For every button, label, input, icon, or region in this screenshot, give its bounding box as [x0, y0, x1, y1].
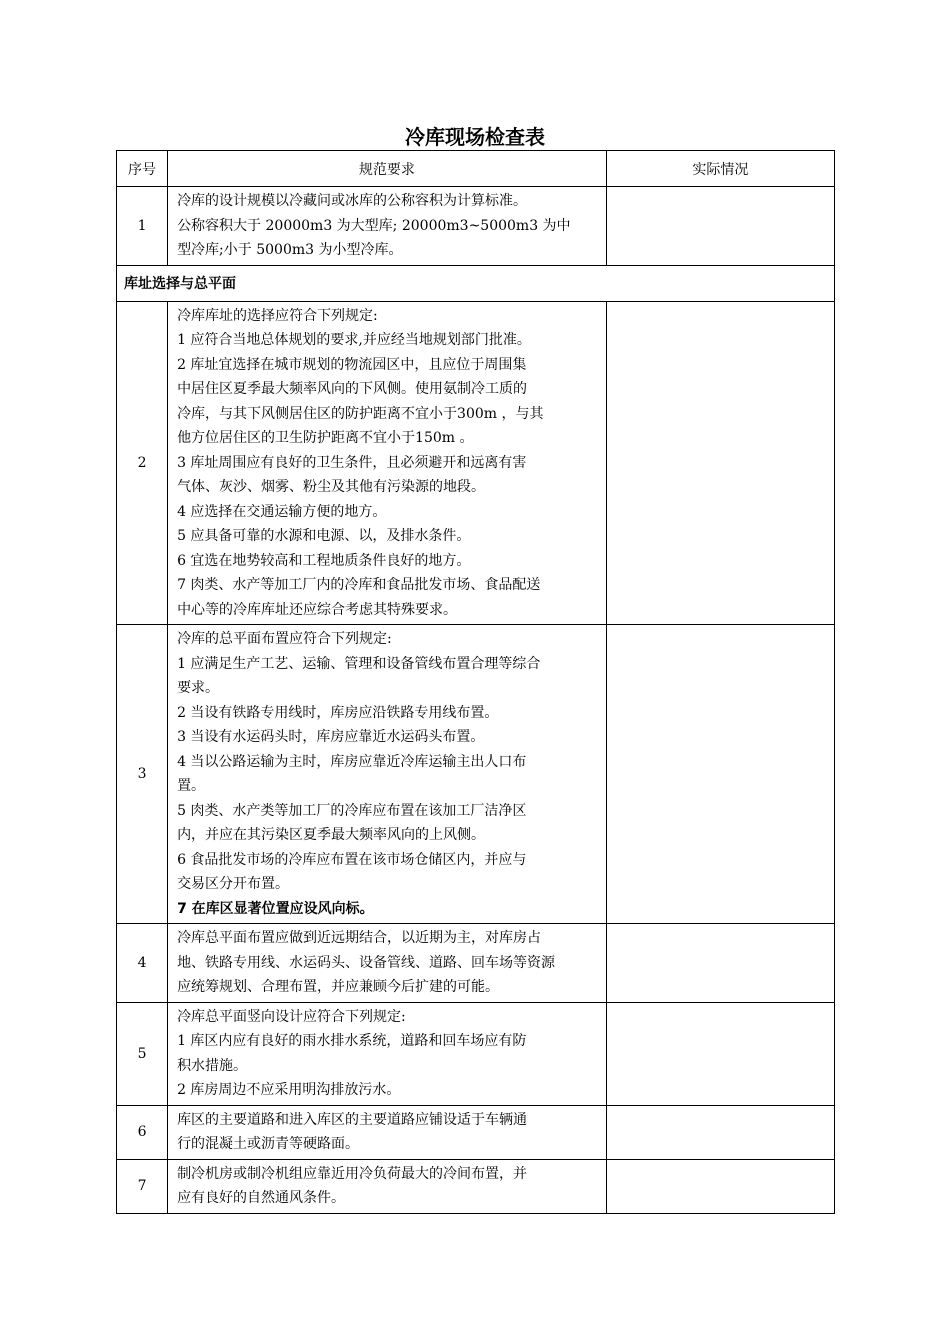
requirement-line: 地、铁路专用线、水运码头、设备管线、道路、回车场等资源 [177, 954, 556, 971]
requirement-cell [168, 625, 607, 924]
requirement-line: 2 库址宜选择在城市规划的物流园区中，且应位于周围集 [177, 356, 527, 373]
row-number: 3 [117, 625, 168, 924]
table-row [117, 1105, 835, 1159]
requirement-line: 3 库址周围应有良好的卫生条件，且必须避开和远离有害 [177, 454, 527, 471]
requirement-line: 中心等的冷库库址还应综合考虑其特殊要求。 [177, 601, 458, 618]
table-row [117, 1159, 835, 1213]
requirement-line: 型冷库;小于 5000m3 为小型冷库。 [177, 242, 403, 258]
table-row [117, 1002, 835, 1105]
requirement-line: 他方位居住区的卫生防护距离不宜小于150m 。 [177, 430, 474, 446]
requirement-line: 1 应符合当地总体规划的要求,并应经当地规划部门批准。 [177, 332, 531, 348]
requirement-line: 冷库总平面布置应做到近远期结合，以近期为主，对库房占 [177, 930, 542, 946]
requirement-line: 冷库的设计规模以冷藏问或冰库的公称容积为计算标准。 [177, 193, 528, 209]
requirement-line: 中居住区夏季最大频率风向的下风侧。使用氨制冷工质的 [177, 381, 528, 397]
requirement-line: 内，并应在其污染区夏季最大频率风向的上风侧。 [177, 827, 486, 843]
requirement-cell [168, 1002, 607, 1105]
requirement-line: 3 当设有水运码头时，库房应靠近水运码头布置。 [177, 729, 485, 745]
section-title: 库址选择与总平面 [117, 265, 835, 301]
requirement-cell [168, 1105, 607, 1159]
requirement-line: 要求。 [177, 680, 220, 696]
actual-situation-cell[interactable] [606, 1159, 834, 1213]
row-number: 7 [117, 1159, 168, 1213]
requirement-cell [168, 187, 607, 266]
header-no: 序号 [117, 151, 168, 187]
requirement-cell [168, 924, 607, 1003]
requirement-cell [168, 301, 607, 625]
inspection-table [116, 150, 835, 1214]
actual-situation-cell[interactable] [606, 924, 834, 1003]
requirement-line: 积水措施。 [177, 1057, 248, 1074]
requirement-line: 行的混凝土或沥青等硬路面。 [177, 1136, 360, 1152]
page-title: 冷库现场检查表 [405, 125, 545, 149]
requirement-line: 2 库房周边不应采用明沟排放污水。 [177, 1082, 401, 1098]
requirement-line: 5 应具备可靠的水源和电源、以，及排水条件。 [177, 528, 471, 544]
table-row [117, 187, 835, 266]
requirement-line: 库区的主要道路和进入库区的主要道路应铺设适于车辆通 [177, 1111, 528, 1128]
header-actual: 实际情况 [606, 151, 834, 187]
requirement-line: 4 应选择在交通运输方便的地方。 [177, 503, 387, 520]
table-row [117, 301, 835, 625]
actual-situation-cell[interactable] [606, 301, 834, 625]
header-requirement: 规范要求 [168, 151, 607, 187]
requirement-line: 气体、灰沙、烟雾、粉尘及其他有污染源的地段。 [177, 479, 486, 495]
requirement-line: 应有良好的自然通风条件。 [177, 1190, 346, 1206]
requirement-line: 冷库，与其下风侧居住区的防护距离不宜小于300m ，与其 [177, 405, 544, 422]
requirement-line: 交易区分开布置。 [177, 876, 290, 892]
requirement-line: 应统筹规划、合理布置，并应兼顾今后扩建的可能。 [177, 979, 500, 995]
requirement-line: 置。 [177, 778, 206, 794]
section-row [117, 265, 835, 301]
table-row [117, 625, 835, 924]
requirement-line: 公称容积大于 20000m3 为大型库; 20000m3~5000m3 为中 [177, 217, 571, 234]
requirement-line: 2 当设有铁路专用线时，库房应沿铁路专用线布置。 [177, 704, 499, 721]
requirement-line: 冷库总平面竖向设计应符合下列规定: [177, 1008, 406, 1025]
row-number: 1 [117, 187, 168, 266]
row-number: 5 [117, 1002, 168, 1105]
requirement-line: 7 在库区显著位置应设风向标。 [177, 900, 374, 917]
actual-situation-cell[interactable] [606, 187, 834, 266]
table-row [117, 924, 835, 1003]
requirement-line: 冷库的总平面布置应符合下列规定: [177, 631, 392, 647]
requirement-line: 7 肉类、水产等加工厂内的冷库和食品批发市场、食品配送 [177, 577, 541, 593]
table-header-row [117, 151, 835, 187]
requirement-line: 6 食品批发市场的冷库应布置在该市场仓储区内，并应与 [177, 851, 527, 868]
actual-situation-cell[interactable] [606, 1002, 834, 1105]
requirement-line: 6 宜选在地势较高和工程地质条件良好的地方。 [177, 552, 471, 569]
requirement-line: 1 库区内应有良好的雨水排水系统，道路和回车场应有防 [177, 1033, 527, 1049]
row-number: 6 [117, 1105, 168, 1159]
row-number: 2 [117, 301, 168, 625]
requirement-line: 制冷机房或制冷机组应靠近用冷负荷最大的冷间布置，并 [177, 1165, 528, 1182]
actual-situation-cell[interactable] [606, 625, 834, 924]
requirement-cell [168, 1159, 607, 1213]
requirement-line: 1 应满足生产工艺、运输、管理和设备管线布置合理等综合 [177, 655, 541, 672]
requirement-line: 5 肉类、水产类等加工厂的冷库应布置在该加工厂洁净区 [177, 802, 527, 819]
requirement-line: 冷库库址的选择应符合下列规定: [177, 307, 378, 324]
requirement-line: 4 当以公路运输为主时，库房应靠近冷库运输主出人口布 [177, 753, 527, 770]
row-number: 4 [117, 924, 168, 1003]
actual-situation-cell[interactable] [606, 1105, 834, 1159]
